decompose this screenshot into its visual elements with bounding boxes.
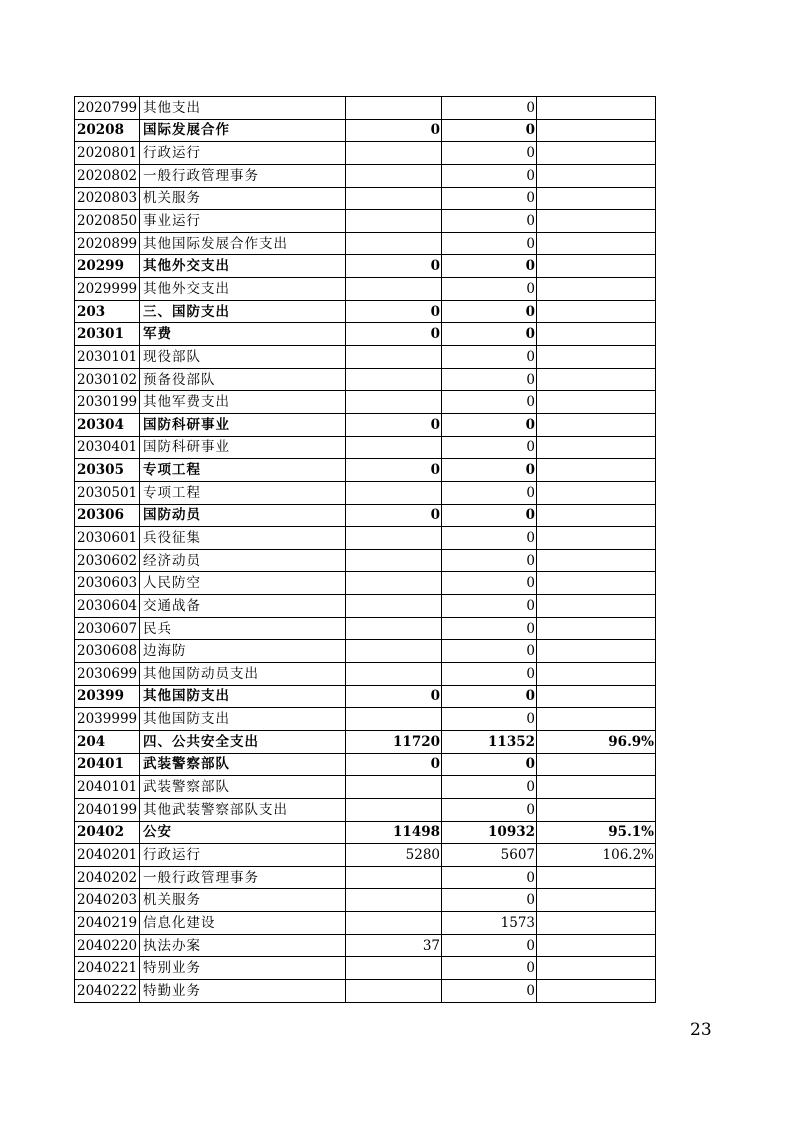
percent-cell <box>537 368 656 391</box>
item-name-cell: 一般行政管理事务 <box>140 164 346 187</box>
value-cell-1: 0 <box>346 685 442 708</box>
code-cell: 2030603 <box>75 572 140 595</box>
percent-cell <box>537 617 656 640</box>
value-cell-2: 0 <box>442 187 537 210</box>
percent-cell <box>537 685 656 708</box>
value-cell-2: 0 <box>442 640 537 663</box>
item-name-cell: 其他外交支出 <box>140 255 346 278</box>
value-cell-2: 0 <box>442 346 537 369</box>
value-cell-2: 0 <box>442 572 537 595</box>
percent-cell <box>537 255 656 278</box>
item-name-cell: 行政运行 <box>140 142 346 165</box>
percent-cell <box>537 300 656 323</box>
value-cell-2: 1573 <box>442 912 537 935</box>
item-name-cell: 机关服务 <box>140 889 346 912</box>
value-cell-2: 0 <box>442 504 537 527</box>
value-cell-2: 0 <box>442 979 537 1002</box>
value-cell-1: 0 <box>346 504 442 527</box>
value-cell-2: 0 <box>442 210 537 233</box>
value-cell-2: 0 <box>442 685 537 708</box>
value-cell-2: 0 <box>442 549 537 572</box>
value-cell-2: 0 <box>442 798 537 821</box>
item-name-cell: 经济动员 <box>140 549 346 572</box>
item-name-cell: 特勤业务 <box>140 979 346 1002</box>
code-cell: 20208 <box>75 119 140 142</box>
item-name-cell: 国防动员 <box>140 504 346 527</box>
value-cell-2: 10932 <box>442 821 537 844</box>
value-cell-1: 5280 <box>346 844 442 867</box>
code-cell: 2030607 <box>75 617 140 640</box>
code-cell: 20305 <box>75 459 140 482</box>
value-cell-1 <box>346 663 442 686</box>
value-cell-1: 0 <box>346 300 442 323</box>
value-cell-1 <box>346 436 442 459</box>
value-cell-1 <box>346 97 442 120</box>
value-cell-1: 0 <box>346 119 442 142</box>
code-cell: 2030101 <box>75 346 140 369</box>
item-name-cell: 行政运行 <box>140 844 346 867</box>
value-cell-1: 0 <box>346 413 442 436</box>
item-name-cell: 其他国际发展合作支出 <box>140 232 346 255</box>
value-cell-1: 11720 <box>346 730 442 753</box>
table-row <box>75 730 656 753</box>
percent-cell <box>537 957 656 980</box>
percent-cell <box>537 753 656 776</box>
percent-cell <box>537 504 656 527</box>
value-cell-2: 0 <box>442 481 537 504</box>
table-row <box>75 527 656 550</box>
value-cell-1: 0 <box>346 323 442 346</box>
table-row <box>75 708 656 731</box>
table-row <box>75 663 656 686</box>
code-cell: 204 <box>75 730 140 753</box>
value-cell-2: 0 <box>442 97 537 120</box>
percent-cell <box>537 346 656 369</box>
table-row <box>75 391 656 414</box>
percent-cell <box>537 436 656 459</box>
item-name-cell: 交通战备 <box>140 595 346 618</box>
value-cell-1 <box>346 164 442 187</box>
table-row <box>75 368 656 391</box>
item-name-cell: 事业运行 <box>140 210 346 233</box>
code-cell: 2040101 <box>75 776 140 799</box>
code-cell: 2040219 <box>75 912 140 935</box>
percent-cell <box>537 595 656 618</box>
percent-cell <box>537 549 656 572</box>
item-name-cell: 机关服务 <box>140 187 346 210</box>
code-cell: 20401 <box>75 753 140 776</box>
item-name-cell: 四、公共安全支出 <box>140 730 346 753</box>
value-cell-2: 0 <box>442 708 537 731</box>
value-cell-1 <box>346 957 442 980</box>
item-name-cell: 武装警察部队 <box>140 776 346 799</box>
table-row <box>75 187 656 210</box>
item-name-cell: 其他武装警察部队支出 <box>140 798 346 821</box>
value-cell-2: 5607 <box>442 844 537 867</box>
value-cell-2: 0 <box>442 278 537 301</box>
value-cell-2: 0 <box>442 595 537 618</box>
value-cell-2: 0 <box>442 663 537 686</box>
table-row <box>75 640 656 663</box>
percent-cell <box>537 979 656 1002</box>
value-cell-1 <box>346 979 442 1002</box>
budget-table-body <box>75 97 656 1003</box>
value-cell-2: 0 <box>442 753 537 776</box>
value-cell-1 <box>346 368 442 391</box>
code-cell: 2030699 <box>75 663 140 686</box>
table-row <box>75 97 656 120</box>
percent-cell: 95.1% <box>537 821 656 844</box>
value-cell-2: 0 <box>442 776 537 799</box>
table-row <box>75 413 656 436</box>
value-cell-1 <box>346 142 442 165</box>
table-row <box>75 210 656 233</box>
percent-cell: 106.2% <box>537 844 656 867</box>
code-cell: 20304 <box>75 413 140 436</box>
percent-cell <box>537 866 656 889</box>
percent-cell <box>537 708 656 731</box>
percent-cell <box>537 187 656 210</box>
value-cell-1: 11498 <box>346 821 442 844</box>
item-name-cell: 国防科研事业 <box>140 413 346 436</box>
table-row <box>75 119 656 142</box>
value-cell-1 <box>346 776 442 799</box>
percent-cell <box>537 527 656 550</box>
table-row <box>75 481 656 504</box>
table-row <box>75 595 656 618</box>
table-row <box>75 844 656 867</box>
value-cell-2: 0 <box>442 459 537 482</box>
code-cell: 2040220 <box>75 934 140 957</box>
table-row <box>75 142 656 165</box>
code-cell: 2040221 <box>75 957 140 980</box>
code-cell: 2030604 <box>75 595 140 618</box>
percent-cell <box>537 119 656 142</box>
value-cell-1 <box>346 232 442 255</box>
item-name-cell: 专项工程 <box>140 481 346 504</box>
percent-cell <box>537 889 656 912</box>
value-cell-2: 0 <box>442 934 537 957</box>
code-cell: 2040203 <box>75 889 140 912</box>
item-name-cell: 边海防 <box>140 640 346 663</box>
item-name-cell: 专项工程 <box>140 459 346 482</box>
percent-cell <box>537 391 656 414</box>
value-cell-2: 0 <box>442 413 537 436</box>
code-cell: 2020850 <box>75 210 140 233</box>
value-cell-2: 0 <box>442 142 537 165</box>
item-name-cell: 其他国防支出 <box>140 685 346 708</box>
percent-cell <box>537 934 656 957</box>
percent-cell <box>537 142 656 165</box>
code-cell: 2040199 <box>75 798 140 821</box>
table-row <box>75 889 656 912</box>
value-cell-1: 0 <box>346 753 442 776</box>
value-cell-1 <box>346 708 442 731</box>
percent-cell <box>537 413 656 436</box>
value-cell-2: 0 <box>442 368 537 391</box>
table-row <box>75 164 656 187</box>
value-cell-1 <box>346 595 442 618</box>
item-name-cell: 特别业务 <box>140 957 346 980</box>
item-name-cell: 三、国防支出 <box>140 300 346 323</box>
value-cell-2: 0 <box>442 164 537 187</box>
table-row <box>75 232 656 255</box>
code-cell: 20402 <box>75 821 140 844</box>
percent-cell <box>537 912 656 935</box>
code-cell: 2030602 <box>75 549 140 572</box>
item-name-cell: 民兵 <box>140 617 346 640</box>
item-name-cell: 国际发展合作 <box>140 119 346 142</box>
percent-cell <box>537 776 656 799</box>
percent-cell <box>537 798 656 821</box>
item-name-cell: 其他支出 <box>140 97 346 120</box>
percent-cell <box>537 164 656 187</box>
value-cell-1: 0 <box>346 459 442 482</box>
item-name-cell: 一般行政管理事务 <box>140 866 346 889</box>
item-name-cell: 现役部队 <box>140 346 346 369</box>
table-row <box>75 866 656 889</box>
code-cell: 2040222 <box>75 979 140 1002</box>
code-cell: 203 <box>75 300 140 323</box>
percent-cell <box>537 278 656 301</box>
percent-cell <box>537 572 656 595</box>
table-row <box>75 323 656 346</box>
value-cell-2: 0 <box>442 889 537 912</box>
table-row <box>75 934 656 957</box>
value-cell-1 <box>346 391 442 414</box>
value-cell-1: 37 <box>346 934 442 957</box>
table-row <box>75 912 656 935</box>
percent-cell <box>537 97 656 120</box>
item-name-cell: 其他国防动员支出 <box>140 663 346 686</box>
value-cell-2: 0 <box>442 866 537 889</box>
value-cell-1 <box>346 549 442 572</box>
value-cell-2: 0 <box>442 436 537 459</box>
code-cell: 2030501 <box>75 481 140 504</box>
code-cell: 2020803 <box>75 187 140 210</box>
value-cell-2: 0 <box>442 527 537 550</box>
value-cell-1 <box>346 187 442 210</box>
table-row <box>75 798 656 821</box>
percent-cell <box>537 459 656 482</box>
item-name-cell: 国防科研事业 <box>140 436 346 459</box>
percent-cell: 96.9% <box>537 730 656 753</box>
item-name-cell: 其他国防支出 <box>140 708 346 731</box>
value-cell-2: 0 <box>442 617 537 640</box>
code-cell: 2029999 <box>75 278 140 301</box>
value-cell-1 <box>346 346 442 369</box>
value-cell-1 <box>346 210 442 233</box>
value-cell-1 <box>346 912 442 935</box>
table-row <box>75 278 656 301</box>
item-name-cell: 公安 <box>140 821 346 844</box>
table-row <box>75 821 656 844</box>
table-row <box>75 346 656 369</box>
code-cell: 2039999 <box>75 708 140 731</box>
value-cell-1 <box>346 866 442 889</box>
percent-cell <box>537 232 656 255</box>
value-cell-1 <box>346 617 442 640</box>
item-name-cell: 执法办案 <box>140 934 346 957</box>
table-row <box>75 753 656 776</box>
value-cell-2: 0 <box>442 323 537 346</box>
percent-cell <box>537 210 656 233</box>
value-cell-1 <box>346 278 442 301</box>
value-cell-2: 0 <box>442 391 537 414</box>
item-name-cell: 兵役征集 <box>140 527 346 550</box>
value-cell-1 <box>346 889 442 912</box>
table-row <box>75 255 656 278</box>
code-cell: 2020899 <box>75 232 140 255</box>
code-cell: 2030601 <box>75 527 140 550</box>
code-cell: 2030401 <box>75 436 140 459</box>
code-cell: 20399 <box>75 685 140 708</box>
table-row <box>75 504 656 527</box>
code-cell: 2040202 <box>75 866 140 889</box>
item-name-cell: 其他军费支出 <box>140 391 346 414</box>
value-cell-2: 0 <box>442 300 537 323</box>
code-cell: 2030199 <box>75 391 140 414</box>
item-name-cell: 信息化建设 <box>140 912 346 935</box>
percent-cell <box>537 481 656 504</box>
value-cell-1 <box>346 527 442 550</box>
code-cell: 2020802 <box>75 164 140 187</box>
table-row <box>75 436 656 459</box>
value-cell-1 <box>346 798 442 821</box>
code-cell: 2020801 <box>75 142 140 165</box>
item-name-cell: 武装警察部队 <box>140 753 346 776</box>
value-cell-2: 0 <box>442 232 537 255</box>
table-row <box>75 572 656 595</box>
table-row <box>75 617 656 640</box>
table-row <box>75 300 656 323</box>
value-cell-2: 11352 <box>442 730 537 753</box>
item-name-cell: 预备役部队 <box>140 368 346 391</box>
page-number: 23 <box>690 1020 712 1040</box>
value-cell-1 <box>346 640 442 663</box>
value-cell-2: 0 <box>442 119 537 142</box>
table-row <box>75 459 656 482</box>
code-cell: 2030608 <box>75 640 140 663</box>
percent-cell <box>537 663 656 686</box>
item-name-cell: 军费 <box>140 323 346 346</box>
code-cell: 2030102 <box>75 368 140 391</box>
item-name-cell: 人民防空 <box>140 572 346 595</box>
value-cell-1 <box>346 481 442 504</box>
table-row <box>75 776 656 799</box>
value-cell-1: 0 <box>346 255 442 278</box>
code-cell: 20306 <box>75 504 140 527</box>
code-cell: 20301 <box>75 323 140 346</box>
budget-table <box>74 96 656 1003</box>
table-row <box>75 685 656 708</box>
percent-cell <box>537 640 656 663</box>
table-row <box>75 549 656 572</box>
item-name-cell: 其他外交支出 <box>140 278 346 301</box>
value-cell-1 <box>346 572 442 595</box>
table-row <box>75 957 656 980</box>
code-cell: 2040201 <box>75 844 140 867</box>
value-cell-2: 0 <box>442 957 537 980</box>
percent-cell <box>537 323 656 346</box>
code-cell: 2020799 <box>75 97 140 120</box>
code-cell: 20299 <box>75 255 140 278</box>
table-row <box>75 979 656 1002</box>
value-cell-2: 0 <box>442 255 537 278</box>
